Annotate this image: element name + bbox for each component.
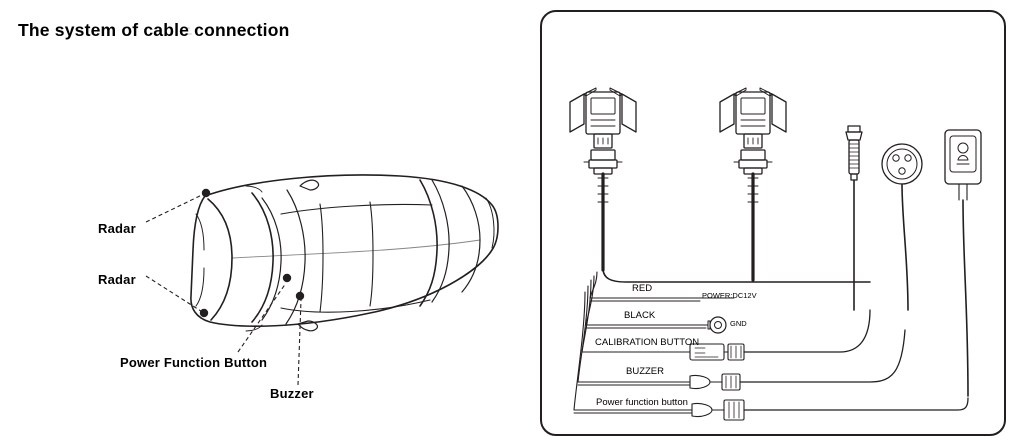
- panel-title: The system of cable connection: [18, 20, 290, 40]
- wire-label-buzzer: BUZZER: [626, 366, 664, 377]
- wire-label-black: BLACK: [624, 310, 656, 321]
- cable-connection-schematic: [540, 10, 1006, 436]
- radar-module-right: [720, 88, 786, 174]
- wire-label-red: RED: [632, 283, 653, 294]
- power-function-button-dot: [283, 274, 291, 282]
- wire-label-power-function-button: Power function button: [596, 397, 688, 408]
- buzzer-dot: [296, 292, 304, 300]
- leader-radar-rear: [146, 276, 204, 313]
- annotation-power-dc12v: POWER:DC12V: [702, 291, 757, 300]
- label-buzzer: Buzzer: [270, 386, 314, 401]
- label-radar-rear: Radar: [98, 272, 136, 287]
- label-radar-front: Radar: [98, 221, 136, 236]
- radar-rear-dot: [200, 309, 208, 317]
- radar-module-left: [570, 88, 636, 174]
- microphone-connector: [846, 126, 862, 180]
- round-socket-connector: [882, 144, 922, 184]
- label-power-function-button: Power Function Button: [120, 355, 268, 370]
- leader-buzzer: [298, 300, 301, 385]
- leader-power-function-button: [238, 283, 286, 352]
- annotation-gnd: GND: [730, 319, 747, 328]
- wire-label-calibration-button: CALIBRATION BUTTON: [595, 337, 700, 348]
- button-module: [945, 130, 981, 200]
